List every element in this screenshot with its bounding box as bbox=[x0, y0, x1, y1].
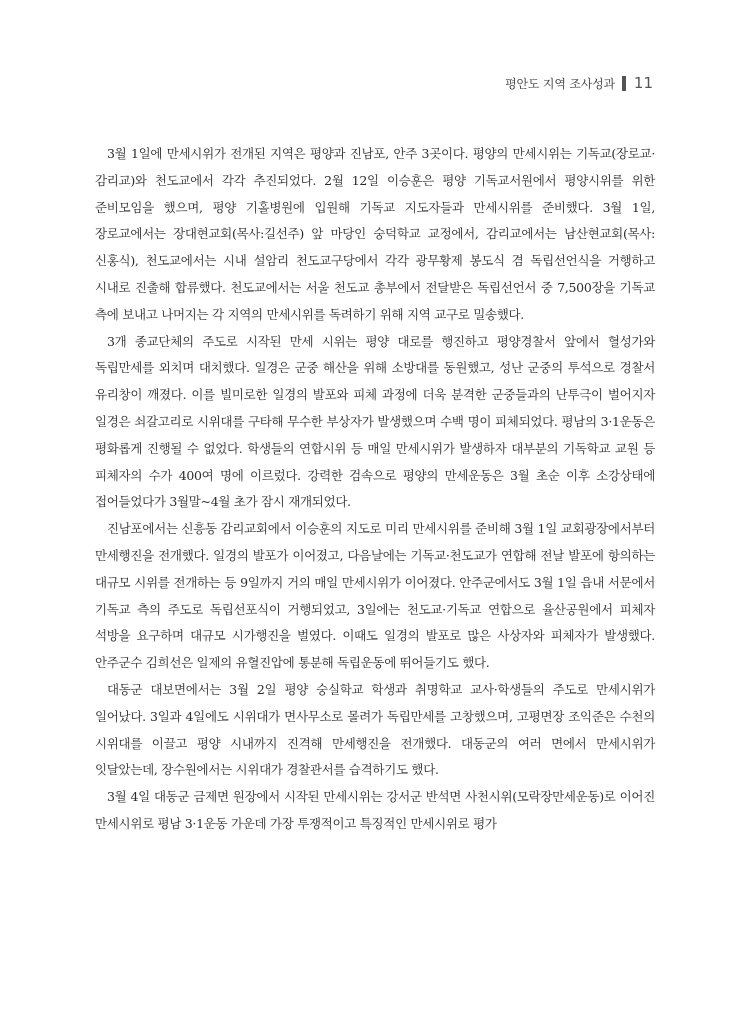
header-divider-bar bbox=[622, 76, 626, 91]
body-text bbox=[95, 141, 655, 838]
paragraph-2: 3개 종교단체의 주도로 시작된 만세 시위는 평양 대로를 행진하고 평양경찰서 앞에서 혈성가와 독립만세를 외치며 대치했다. 일경은 군중 해산을 위해 소방대를 동원했고, 성난 군중의 투석으로 경찰서 유리창이 깨졌다. 이를 빌미로한 일경의 발포와 피체 과정에 더욱 분격한 군중들과의 난투극이 벌어지자 일경은 쇠갈고리로 시위대를 구타해 무수한 부상자가 발생했으며 수백 명이 피체되었다. 평남의 3·1운동은 평화롭게 진행될 수 없었다. 학생들의 연합시위 등 매일 만세시위가 발생하자 대부분의 기독학교 교원 등 피체자의 수가 400여 명에 이르렀다. 강력한 검속으로 평양의 만세운동은 3월 초순 이후 소강상태에 접어들었다가 3월말~4월 초가 잠시 재개되었다. bbox=[95, 333, 655, 510]
paragraph-1: 3월 1일에 만세시위가 전개된 지역은 평양과 진남포, 안주 3곳이다. 평양의 만세시위는 기독교(장로교·감리교)와 천도교에서 각각 추진되었다. 2월 12일 이승훈은 평양 기독교서원에서 평양시위를 위한 준비모임을 했으며, 평양 기홀병원에 입원해 기독교 지도자들과 만세시위를 준비했다. 3월 1일, 장로교에서는 장대현교회(목사:길선주) 앞 마당인 숭덕학교 교정에서, 감리교에서는 남산현교회(목사:신홍식), 천도교에서는 시내 설암리 천도교구당에서 각각 광무황제 봉도식 겸 독립선언식을 거행하고 시내로 진출해 합류했다. 천도교에서는 서울 천도교 총부에서 전달받은 독립선언서 중 7,500장을 기독교 측에 보내고 나머지는 각 지역의 만세시위를 독려하기 위해 지역 교구로 밀송했다. bbox=[95, 146, 655, 322]
paragraph-4: 대동군 대보면에서는 3월 2일 평양 숭실학교 학생과 취명학교 교사·학생들의 주도로 만세시위가 일어났다. 3일과 4일에도 시위대가 면사무소로 몰려가 독립만세를 고창했으며, 고평면장 조익준은 수천의 시위대를 이끌고 평양 시내까지 진격해 만세행진을 전개했다. 대동군의 여러 면에서 만세시위가 잇달았는데, 장수원에서는 시위대가 경찰관서를 습격하기도 했다. bbox=[95, 681, 655, 778]
paragraph-3: 진남포에서는 신흥동 감리교회에서 이승훈의 지도로 미리 만세시위를 준비해 3월 1일 교회광장에서부터 만세행진을 전개했다. 일경의 발포가 이어졌고, 다음날에는 기독교·천도교가 연합해 전날 발포에 항의하는 대규모 시위를 전개하는 등 9일까지 거의 매일 만세시위가 이어졌다. 안주군에서도 3월 1일 읍내 서문에서 기독교 측의 주도로 독립선포식이 거행되었고, 3일에는 천도교·기독교 연합으로 율산공원에서 피체자 석방을 요구하며 대규모 시가행진을 벌였다. 이때도 일경의 발포로 많은 사상자와 피체자가 발생했다. 안주군수 김희선은 일제의 유혈진압에 통분해 독립운동에 뛰어들기도 했다. bbox=[95, 521, 655, 671]
running-header bbox=[505, 74, 653, 92]
section-title: 평안도 지역 조사성과 bbox=[505, 76, 615, 91]
page-number: 11 bbox=[633, 74, 653, 92]
paragraph-5: 3월 4일 대동군 금제면 원장에서 시작된 만세시위는 강서군 반석면 사천시위(모락장만세운동)로 이어진 만세시위로 평남 3·1운동 가운데 가장 투쟁적이고 특징적인 만세시위로 평가 bbox=[95, 789, 655, 831]
